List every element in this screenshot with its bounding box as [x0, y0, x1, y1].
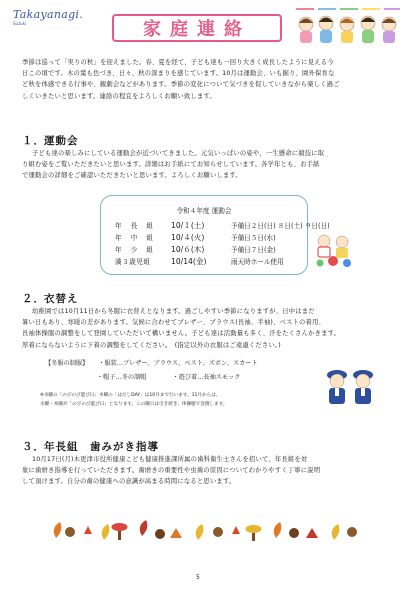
- schedule-row: [115, 256, 284, 266]
- uniform-item: ・遊び着…長袖スモック: [172, 374, 241, 381]
- paragraph-line: 10月17日(月)木更津市役所健康こども健康推進課所属の歯科衛生士さんを招いて、年長組を対: [32, 456, 308, 463]
- school-logo: Takayanagi.: [13, 8, 84, 21]
- paragraph-line: 幼稚園では10月11日から冬服に衣替えとなります。過ごしやすい季節になりますが、日中はまだ: [32, 308, 315, 315]
- schedule-note: 予備日２日(日) ８日(土) ９日(日): [231, 222, 330, 230]
- uniform-notes: [40, 392, 227, 409]
- paragraph-line: して頂けます。自分の歯の健康への意識が高まる時間になると思います。: [22, 478, 236, 486]
- schedule-date: 10/14(金): [171, 257, 207, 266]
- paragraph-line: 象に歯磨き指導を行っていただきます。歯磨きの重要性や虫歯の原因についてわかりやすく丁寧に説明: [22, 467, 321, 475]
- schedule-date: 10/６(木): [171, 245, 205, 254]
- intro-line: ど秋を体感できる行事や、観劇会などがあります。季節の変化について気づきを促していきながら楽しく過ご: [22, 81, 340, 89]
- note-line: ※水曜の「のびのび遊び日」木曜の「はだしDAY」は10月まで行います。11月からは、: [40, 393, 221, 398]
- uniform-change-paragraph: [22, 306, 340, 351]
- page-title-box: [112, 14, 282, 42]
- schedule-note: 予備日７日(金): [231, 246, 276, 254]
- page-title: 家庭連絡: [143, 19, 251, 40]
- paragraph-line: 長袖体操服の調整をして登園していただいて構いません。子ども達は活動量も多く、汗をたくさんかきます。: [22, 330, 341, 338]
- sports-day-schedule-box: [100, 195, 330, 275]
- section-heading-uniform-change: [22, 291, 79, 306]
- section-title: 衣替え: [44, 293, 79, 305]
- sports-day-children-illustration: [312, 230, 356, 270]
- children-group-illustration: [292, 2, 404, 48]
- paragraph-line: 厚着にならないように下着の調整をしてください。 (指定以外の衣服はご遠慮ください。): [22, 341, 281, 349]
- section-title: 運動会: [44, 135, 79, 147]
- schedule-row: [115, 232, 276, 242]
- schedule-note: 予備日５日(水): [231, 234, 276, 242]
- uniform-heading: 【冬服の制服】: [45, 360, 89, 367]
- schedule-date: 10/１(土): [171, 221, 205, 230]
- winter-uniform-list: [45, 358, 258, 383]
- page-number: 5: [196, 574, 200, 581]
- uniform-item: ・服装…ブレザー、ブラウス、ベスト、ズボン、スカート: [98, 360, 258, 367]
- paragraph-line: で運動会の詳細をご確認いただきたいと思います。よろしくお願いします。: [22, 172, 242, 180]
- school-logo-subtitle: Suzuki: [13, 21, 27, 26]
- section-title: 年長組 歯みがき指導: [44, 441, 159, 453]
- toothbrushing-paragraph: [22, 454, 320, 488]
- schedule-row: [115, 220, 330, 230]
- autumn-leaves-decoration: [48, 516, 362, 548]
- schedule-class: 満３歳児組: [115, 258, 151, 266]
- intro-line: 季節は巡って「実りの秋」を迎えました。春、夏を経て、子ども達も一回り大きく成長したように見える今: [22, 59, 334, 66]
- schedule-class: 年 中 組: [115, 234, 157, 242]
- schedule-note: 雨天時ホール使用: [231, 258, 284, 266]
- children-in-uniform-illustration: [322, 366, 378, 410]
- section-number: １．: [22, 135, 45, 147]
- paragraph-line: り組む姿をご覧いただきたいと思います。詳細はお手紙にてお知らせしています。各学年とも、お手紙: [22, 161, 320, 169]
- intro-paragraph: [22, 57, 340, 102]
- schedule-title: 令和４年度 運動会: [176, 207, 232, 215]
- section-heading-sports-day: [22, 133, 79, 148]
- section-number: ３．: [22, 441, 45, 453]
- uniform-item: ・帽子…冬の制帽: [97, 374, 147, 381]
- paragraph-line: 暑い日もあり、寒暖の差があります。気候に合わせてブレザー、ブラウス(長袖、半袖)、ベストの着用、: [22, 319, 325, 327]
- schedule-class: 年 長 組: [115, 222, 157, 230]
- note-line: 水曜・木曜が「のびのび遊び日」となります。この曜日は引き続き、体操服で登園します。: [40, 401, 228, 407]
- paragraph-line: 子ども達の楽しみにしている運動会が近づいてきました。元気いっぱいの姿や、一生懸命に競技に取: [32, 150, 325, 157]
- intro-line: しくいきたいと思います。連絡の程宜をよろしくお願い致します。: [22, 92, 216, 100]
- intro-line: 日この頃です。木の葉も色づき、日々、秋の深まりを感じています。10月は運動会、いも掘り、園外保育な: [22, 70, 335, 78]
- sports-day-paragraph: [22, 148, 324, 182]
- section-heading-toothbrushing: [22, 439, 159, 454]
- schedule-date: 10/４(火): [171, 233, 205, 242]
- section-number: ２．: [22, 293, 45, 305]
- schedule-row: [115, 244, 276, 254]
- schedule-class: 年 少 組: [115, 246, 157, 254]
